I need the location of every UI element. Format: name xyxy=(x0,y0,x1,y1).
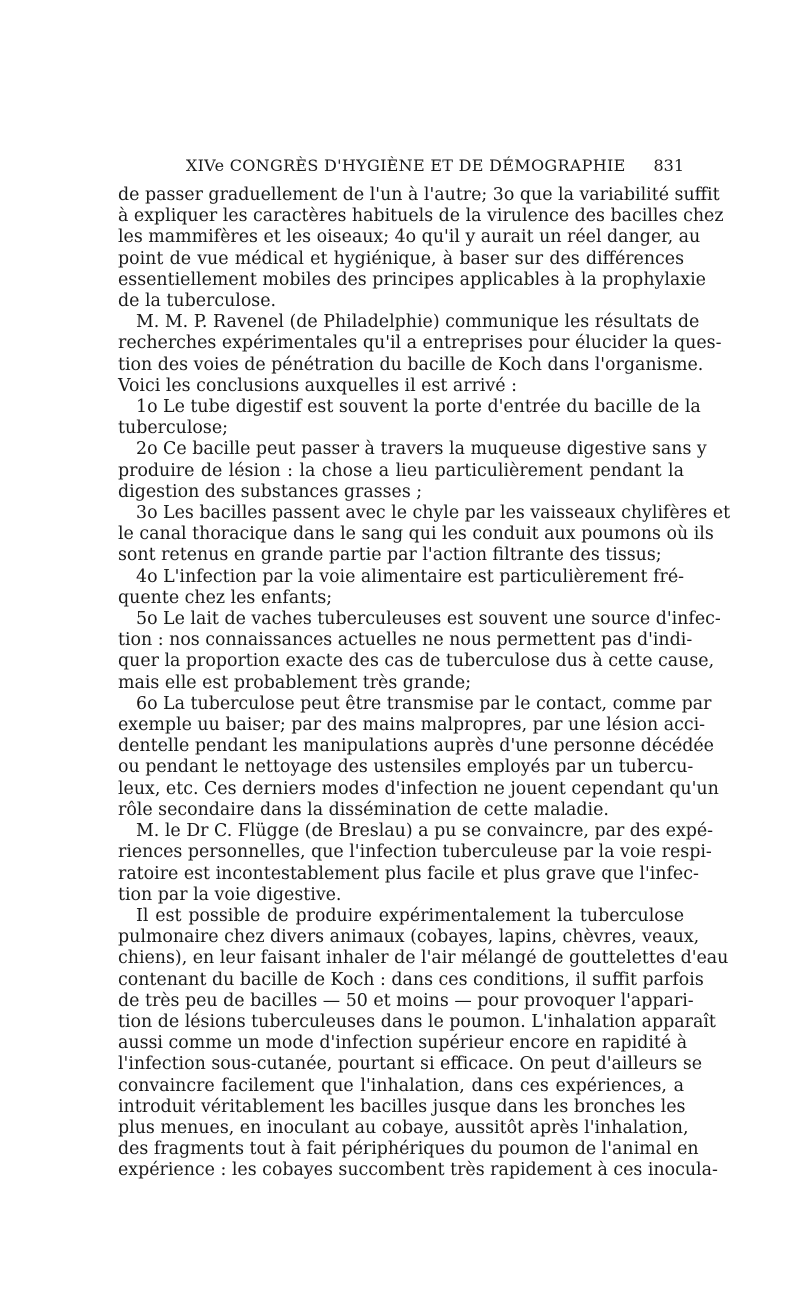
text-line: Il est possible de produire expérimentalement la tuberculose xyxy=(136,905,684,926)
text-line: de très peu de bacilles — 50 et moins — pour provoquer l'appari- xyxy=(118,990,694,1011)
text-line: dentelle pendant les manipulations auprès d'une personne décédée xyxy=(118,736,714,757)
text-line: M. le Dr C. Flügge (de Breslau) a pu se convaincre, par des expé- xyxy=(136,821,714,842)
text-line: quente chez les enfants; xyxy=(118,587,333,608)
text-line: le canal thoracique dans le sang qui les conduit aux poumons où ils xyxy=(118,524,714,545)
text-line: tion par la voie digestive. xyxy=(118,884,342,905)
text-line: l'infection sous-cutanée, pourtant si efficace. On peut d'ailleurs se xyxy=(118,1054,703,1075)
text-line: 2o Ce bacille peut passer à travers la muqueuse digestive sans y xyxy=(136,439,707,460)
text-line: ou pendant le nettoyage des ustensiles employés par un tubercu- xyxy=(118,757,694,778)
body-text xyxy=(118,185,731,1182)
text-line: M. M. P. Ravenel (de Philadelphie) communique les résultats de xyxy=(136,312,700,333)
text-line: 6o La tuberculose peut être transmise par le contact, comme par xyxy=(136,693,712,714)
text-line: digestion des substances grasses ; xyxy=(118,481,423,502)
text-line: exemple uu baiser; par des mains malpropres, par une lésion acci- xyxy=(118,715,706,736)
text-line: des fragments tout à fait périphériques du poumon de l'animal en xyxy=(118,1139,699,1160)
text-line: contenant du bacille de Koch : dans ces conditions, il suffit parfois xyxy=(118,969,704,990)
text-line: 5o Le lait de vaches tuberculeuses est souvent une source d'infec- xyxy=(136,609,721,630)
text-line: convaincre facilement que l'inhalation, dans ces expériences, a xyxy=(118,1075,684,1096)
text-line: tion : nos connaissances actuelles ne nous permettent pas d'indi- xyxy=(118,630,693,651)
text-line: de la tuberculose. xyxy=(118,291,277,312)
text-line: point de vue médical et hygiénique, à baser sur des différences xyxy=(118,248,684,269)
text-line: 3o Les bacilles passent avec le chyle par les vaisseaux chylifères et xyxy=(136,503,731,524)
text-line: introduit véritablement les bacilles jusque dans les bronches les xyxy=(118,1096,686,1117)
text-line: tion des voies de pénétration du bacille de Koch dans l'organisme. xyxy=(118,354,704,375)
text-line: recherches expérimentales qu'il a entreprises pour élucider la ques- xyxy=(118,333,722,354)
running-head xyxy=(118,156,684,175)
text-line: pulmonaire chez divers animaux (cobayes, lapins, chèvres, veaux, xyxy=(118,927,700,948)
book-page xyxy=(118,150,731,1182)
text-line: expérience : les cobayes succombent très rapidement à ces inocula- xyxy=(118,1160,718,1181)
text-line: quer la proportion exacte des cas de tuberculose dus à cette cause, xyxy=(118,651,715,672)
text-line: aussi comme un mode d'infection supérieur encore en rapidité à xyxy=(118,1033,688,1054)
text-line: tuberculose; xyxy=(118,418,228,439)
text-line: Voici les conclusions auxquelles il est arrivé : xyxy=(118,375,517,396)
text-line: riences personnelles, que l'infection tuberculeuse par la voie respi- xyxy=(118,842,712,863)
running-head-title: XIVe CONGRÈS D'HYGIÈNE ET DE DÉMOGRAPHIE xyxy=(185,156,626,175)
text-line: produire de lésion : la chose a lieu particulièrement pendant la xyxy=(118,460,684,481)
text-line: à expliquer les caractères habituels de la virulence des bacilles chez xyxy=(118,206,724,227)
text-line: plus menues, en inoculant au cobaye, aussitôt après l'inhalation, xyxy=(118,1117,689,1138)
text-line: les mammifères et les oiseaux; 4o qu'il y aurait un réel danger, au xyxy=(118,227,701,248)
page-number: 831 xyxy=(653,156,684,175)
text-line: de passer graduellement de l'un à l'autre; 3o que la variabilité suffit xyxy=(118,185,720,205)
text-line: mais elle est probablement très grande; xyxy=(118,672,472,693)
text-line: rôle secondaire dans la dissémination de cette maladie. xyxy=(118,799,609,820)
text-line: ratoire est incontestablement plus facile et plus grave que l'infec- xyxy=(118,863,699,884)
text-line: chiens), en leur faisant inhaler de l'air mélangé de gouttelettes d'eau xyxy=(118,948,729,969)
text-line: tion de lésions tuberculeuses dans le poumon. L'inhalation apparaît xyxy=(118,1011,716,1032)
text-line: sont retenus en grande partie par l'action filtrante des tissus; xyxy=(118,545,662,566)
text-line: 4o L'infection par la voie alimentaire est particulièrement fré- xyxy=(136,566,684,587)
text-line: 1o Le tube digestif est souvent la porte d'entrée du bacille de la xyxy=(136,397,701,418)
text-line: leux, etc. Ces derniers modes d'infection ne jouent cependant qu'un xyxy=(118,778,719,799)
text-line: essentiellement mobiles des principes applicables à la prophylaxie xyxy=(118,269,706,290)
